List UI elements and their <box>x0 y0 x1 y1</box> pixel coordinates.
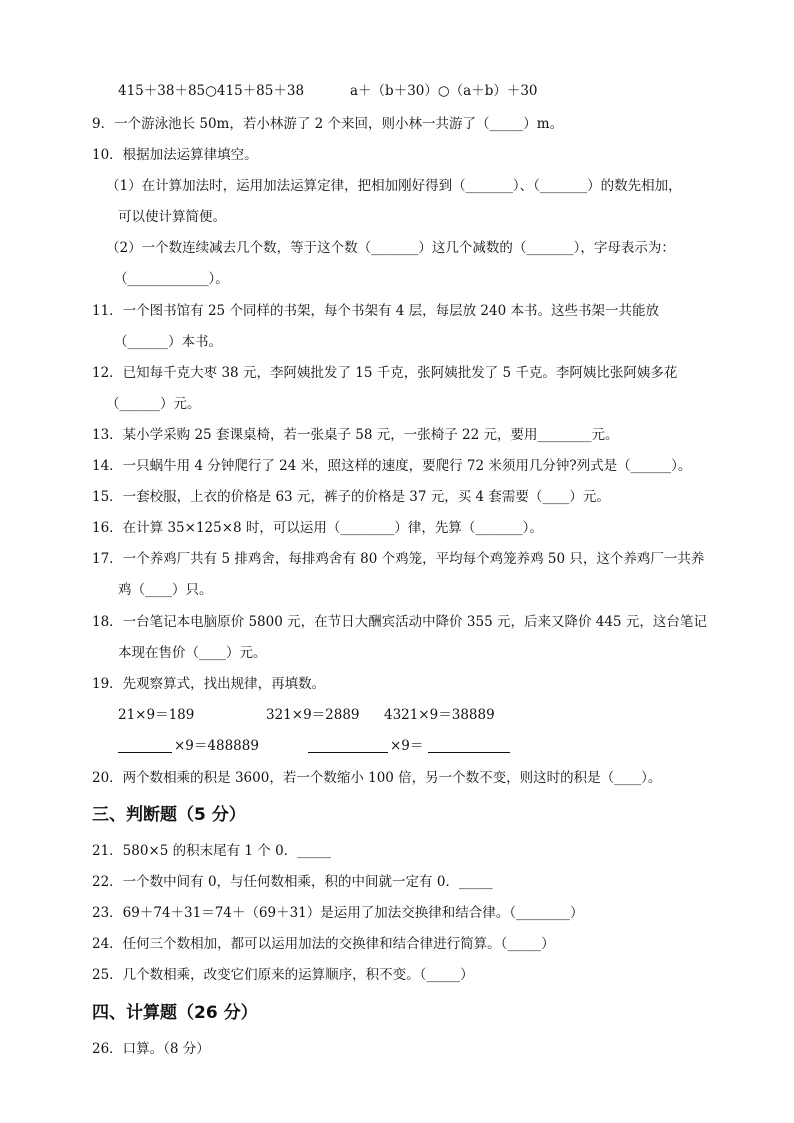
question-10-1-cont: 可以使计算简便。 <box>118 209 226 225</box>
section-4-heading: 四、计算题（26 分） <box>92 1003 258 1023</box>
question-14: 14．一只蜗牛用 4 分钟爬行了 24 米，照这样的速度，要爬行 72 米须用几分钟?列式是（______）。 <box>92 458 692 474</box>
pattern-fill-1: ×9＝488889 <box>174 738 259 754</box>
question-12-cont: （______）元。 <box>106 396 201 412</box>
question-16: 16．在计算 35×125×8 时，可以运用（________）律，先算（_______）。 <box>92 520 543 536</box>
blank-line <box>308 752 388 753</box>
pattern-example-2: 321×9＝2889 <box>266 707 360 723</box>
q8-compare-right: a＋（b＋30）○（a＋b）＋30 <box>350 83 538 99</box>
q8-compare-left: 415＋38＋85○415＋85＋38 <box>118 83 305 99</box>
question-26: 26．口算。（8 分） <box>92 1041 210 1057</box>
question-10-2-cont: （____________）。 <box>114 271 229 287</box>
question-21: 21．580×5 的积末尾有 1 个 0．_____ <box>92 843 331 859</box>
question-10-1: （1）在计算加法时，运用加法运算定律，把相加刚好得到（_______）、（_______）的数先相加， <box>106 178 682 194</box>
question-10: 10．根据加法运算律填空。 <box>92 147 258 163</box>
question-18-cont: 本现在售价（____）元。 <box>118 645 267 661</box>
question-13: 13．某小学采购 25 套课桌椅，若一张桌子 58 元，一张椅子 22 元，要用________元。 <box>92 427 619 443</box>
pattern-example-3: 4321×9＝38889 <box>384 707 495 723</box>
question-11: 11．一个图书馆有 25 个同样的书架，每个书架有 4 层，每层放 240 本书。这些书架一共能放 <box>92 303 659 319</box>
question-15: 15．一套校服，上衣的价格是 63 元，裤子的价格是 37 元，买 4 套需要（____）元。 <box>92 489 610 505</box>
question-20: 20．两个数相乘的积是 3600，若一个数缩小 100 倍，另一个数不变，则这时的积是（____）。 <box>92 770 662 786</box>
question-9: 9．一个游泳池长 50m，若小林游了 2 个来回，则小林一共游了（_____）m。 <box>92 116 564 132</box>
blank-line <box>118 752 172 753</box>
question-17: 17．一个养鸡厂共有 5 排鸡舍，每排鸡舍有 80 个鸡笼，平均每个鸡笼养鸡 50 只，这个养鸡厂一共养 <box>92 551 705 567</box>
pattern-fill-2: ×9＝ <box>390 738 424 754</box>
pattern-example-1: 21×9＝189 <box>118 707 195 723</box>
section-3-heading: 三、判断题（5 分） <box>92 805 246 825</box>
question-17-cont: 鸡（____）只。 <box>118 582 213 598</box>
question-11-cont: （______）本书。 <box>114 334 222 350</box>
question-24: 24．任何三个数相加，都可以运用加法的交换律和结合律进行简算。（_____） <box>92 936 555 952</box>
question-12: 12．已知每千克大枣 38 元，李阿姨批发了 15 千克，张阿姨批发了 5 千克。李阿姨比张阿姨多花 <box>92 365 678 381</box>
question-25: 25．几个数相乘，改变它们原来的运算顺序，积不变。（_____） <box>92 967 474 983</box>
question-10-2: （2）一个数连续减去几个数，等于这个数（_______）这几个减数的（_______），字母表示为： <box>106 240 675 256</box>
question-22: 22．一个数中间有 0，与任何数相乘，积的中间就一定有 0．_____ <box>92 874 493 890</box>
blank-line <box>428 752 510 753</box>
question-19: 19．先观察算式，找出规律，再填数。 <box>92 676 326 692</box>
question-18: 18．一台笔记本电脑原价 5800 元，在节日大酬宾活动中降价 355 元，后来又降价 445 元，这台笔记 <box>92 614 707 630</box>
question-23: 23．69＋74＋31＝74＋（69＋31）是运用了加法交换律和结合律。（________） <box>92 905 584 921</box>
